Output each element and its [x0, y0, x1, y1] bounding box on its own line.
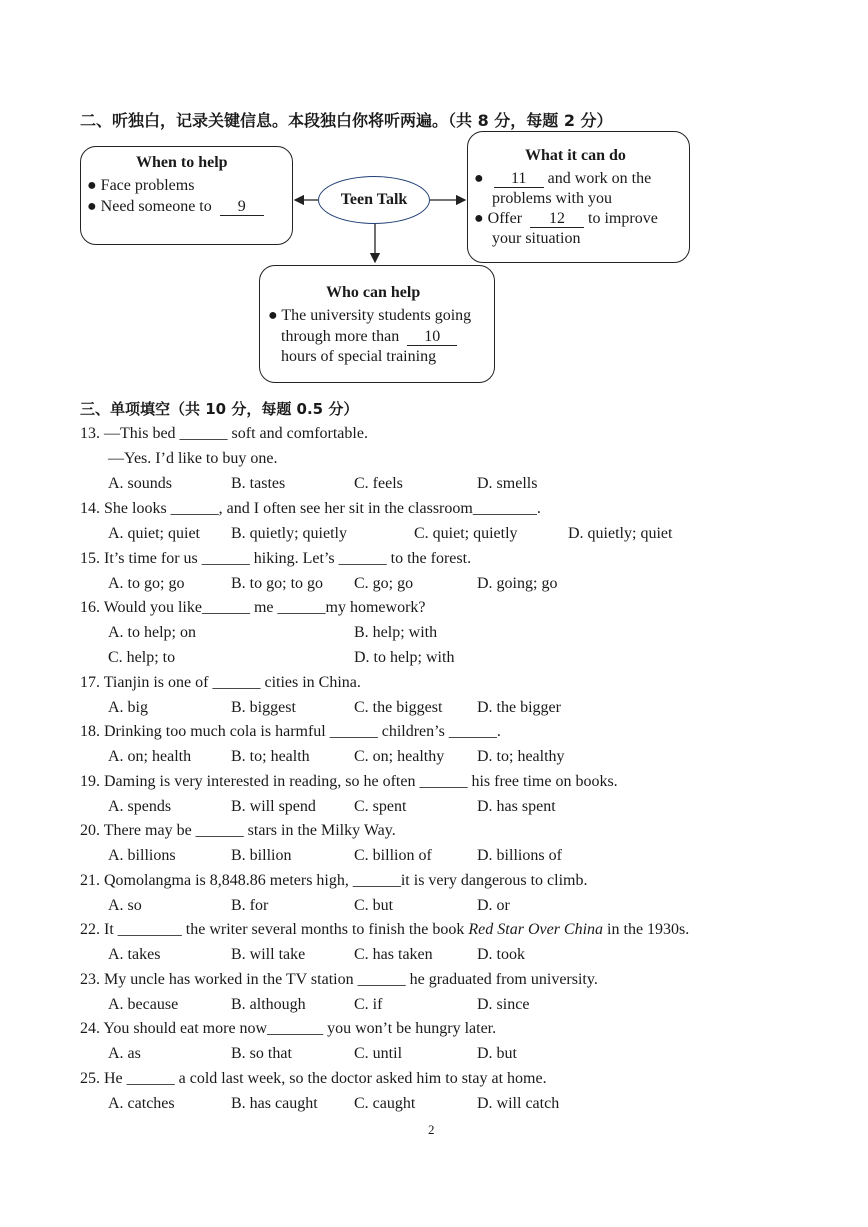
what-it-can-do-line-2: problems with you — [492, 190, 612, 207]
question-19-stem: 19. Daming is very interested in reading, so he often ______ his free time on books. — [80, 773, 618, 790]
question-15-stem: 15. It’s time for us ______ hiking. Let’s ______ to the forest. — [80, 550, 472, 567]
question-14-stem: 14. She looks ______, and I often see her sit in the classroom________. — [80, 500, 541, 517]
question-13-option-c: C. feels — [354, 475, 403, 492]
question-16-option-c: C. help; to — [108, 649, 176, 666]
question-13-stem: 13. —This bed ______ soft and comfortable. — [80, 425, 368, 442]
when-to-help-box — [80, 146, 293, 245]
question-24-stem: 24. You should eat more now_______ you won’t be hungry later. — [80, 1020, 497, 1037]
question-13-stem-2: —Yes. I’d like to buy one. — [108, 450, 278, 467]
question-18-option-d: D. to; healthy — [477, 748, 565, 765]
question-21-option-d: D. or — [477, 897, 510, 914]
stem-text: in the 1930s. — [603, 921, 690, 938]
who-can-help-bullet: ● The university students going — [268, 307, 472, 324]
who-can-help-box — [259, 265, 495, 383]
question-16-option-d: D. to help; with — [354, 649, 455, 666]
question-20-option-a: A. billions — [108, 847, 176, 864]
book-title: Red Star Over China — [468, 921, 604, 938]
question-21-option-c: C. but — [354, 897, 394, 914]
when-to-help-title: When to help — [136, 154, 228, 171]
blank-11: 11 — [494, 171, 544, 188]
when-to-help-bullet-1: ● Face problems — [87, 177, 195, 194]
teen-talk-oval — [318, 176, 430, 224]
question-20-option-b: B. billion — [231, 847, 292, 864]
question-15-option-b: B. to go; to go — [231, 575, 324, 592]
question-18-option-a: A. on; health — [108, 748, 192, 765]
question-23-option-b: B. although — [231, 996, 306, 1013]
question-14-option-d: D. quietly; quiet — [568, 525, 673, 542]
bullet-text: Offer — [487, 210, 523, 227]
question-16-option-a: A. to help; on — [108, 624, 196, 641]
question-25-option-c: C. caught — [354, 1095, 416, 1112]
question-14-option-a: A. quiet; quiet — [108, 525, 200, 542]
blank-9: 9 — [220, 199, 264, 216]
question-22-option-b: B. will take — [231, 946, 306, 963]
what-it-can-do-bullet-1: ● 11 and work on the — [474, 170, 652, 187]
question-19-option-c: C. spent — [354, 798, 407, 815]
who-can-help-title: Who can help — [326, 284, 421, 301]
question-15-option-d: D. going; go — [477, 575, 558, 592]
what-it-can-do-box — [467, 131, 690, 263]
what-it-can-do-line-4: your situation — [492, 230, 581, 247]
bullet-text: to improve — [588, 210, 658, 227]
question-14-option-b: B. quietly; quietly — [231, 525, 347, 542]
question-24-option-c: C. until — [354, 1045, 403, 1062]
question-23-option-a: A. because — [108, 996, 179, 1013]
question-17-option-a: A. big — [108, 699, 148, 716]
question-14-option-c: C. quiet; quietly — [414, 525, 518, 542]
question-24-option-b: B. so that — [231, 1045, 292, 1062]
question-15-option-c: C. go; go — [354, 575, 414, 592]
question-25-option-b: B. has caught — [231, 1095, 318, 1112]
question-20-option-d: D. billions of — [477, 847, 562, 864]
bullet-text: Face problems — [100, 177, 195, 194]
question-13-option-a: A. sounds — [108, 475, 173, 492]
question-20-stem: 20. There may be ______ stars in the Milky Way. — [80, 822, 396, 839]
question-17-option-d: D. the bigger — [477, 699, 561, 716]
question-13-option-b: B. tastes — [231, 475, 286, 492]
page-number: 2 — [428, 1122, 435, 1137]
question-16-option-b: B. help; with — [354, 624, 438, 641]
what-it-can-do-title: What it can do — [525, 147, 626, 164]
bullet-text: Need someone to — [100, 198, 212, 215]
question-22-option-a: A. takes — [108, 946, 161, 963]
who-can-help-line-2 — [281, 328, 457, 346]
question-21-stem: 21. Qomolangma is 8,848.86 meters high, ______it is very dangerous to climb. — [80, 872, 588, 889]
bullet-text: through more than — [281, 328, 400, 345]
question-17-stem: 17. Tianjin is one of ______ cities in China. — [80, 674, 361, 691]
question-23-option-d: D. since — [477, 996, 530, 1013]
question-23-stem: 23. My uncle has worked in the TV station ______ he graduated from university. — [80, 971, 598, 988]
question-20-option-c: C. billion of — [354, 847, 432, 864]
when-to-help-bullet-2: ● Need someone to 9 — [87, 198, 264, 216]
question-18-option-c: C. on; healthy — [354, 748, 445, 765]
question-13-option-d: D. smells — [477, 475, 538, 492]
question-18-stem: 18. Drinking too much cola is harmful ______ children’s ______. — [80, 723, 501, 740]
question-19-option-d: D. has spent — [477, 798, 556, 815]
question-19-option-a: A. spends — [108, 798, 172, 815]
bullet-text: and work on the — [547, 170, 652, 187]
question-21-option-a: A. so — [108, 897, 142, 914]
blank-10: 10 — [407, 329, 457, 346]
question-25-option-a: A. catches — [108, 1095, 175, 1112]
stem-text: 22. It ________ the writer several months to finish the book — [80, 921, 469, 938]
question-24-option-d: D. but — [477, 1045, 517, 1062]
question-25-stem: 25. He ______ a cold last week, so the doctor asked him to stay at home. — [80, 1070, 547, 1087]
question-24-option-a: A. as — [108, 1045, 141, 1062]
question-18-option-b: B. to; health — [231, 748, 310, 765]
question-25-option-d: D. will catch — [477, 1095, 560, 1112]
what-it-can-do-bullet-2: ● Offer 12 to improve — [474, 210, 658, 227]
who-can-help-line-3: hours of special training — [281, 348, 437, 365]
teen-talk-label: Teen Talk — [340, 191, 408, 208]
section-2-heading: 二、听独白，记录关键信息。本段独白你将听两遍。（共 8 分，每题 2 分） — [80, 111, 613, 130]
blank-12: 12 — [530, 211, 584, 228]
question-16-stem: 16. Would you like______ me ______my homework? — [80, 599, 426, 616]
question-22-option-d: D. took — [477, 946, 525, 963]
question-17-option-b: B. biggest — [231, 699, 296, 716]
question-22-option-c: C. has taken — [354, 946, 433, 963]
question-21-option-b: B. for — [231, 897, 269, 914]
question-17-option-c: C. the biggest — [354, 699, 443, 716]
question-23-option-c: C. if — [354, 996, 383, 1013]
bullet-text: The university students going — [281, 307, 472, 324]
question-19-option-b: B. will spend — [231, 798, 316, 815]
question-15-option-a: A. to go; go — [108, 575, 185, 592]
section-3-heading: 三、单项填空（共 10 分，每题 0.5 分） — [80, 400, 359, 418]
question-22-stem — [80, 921, 689, 939]
